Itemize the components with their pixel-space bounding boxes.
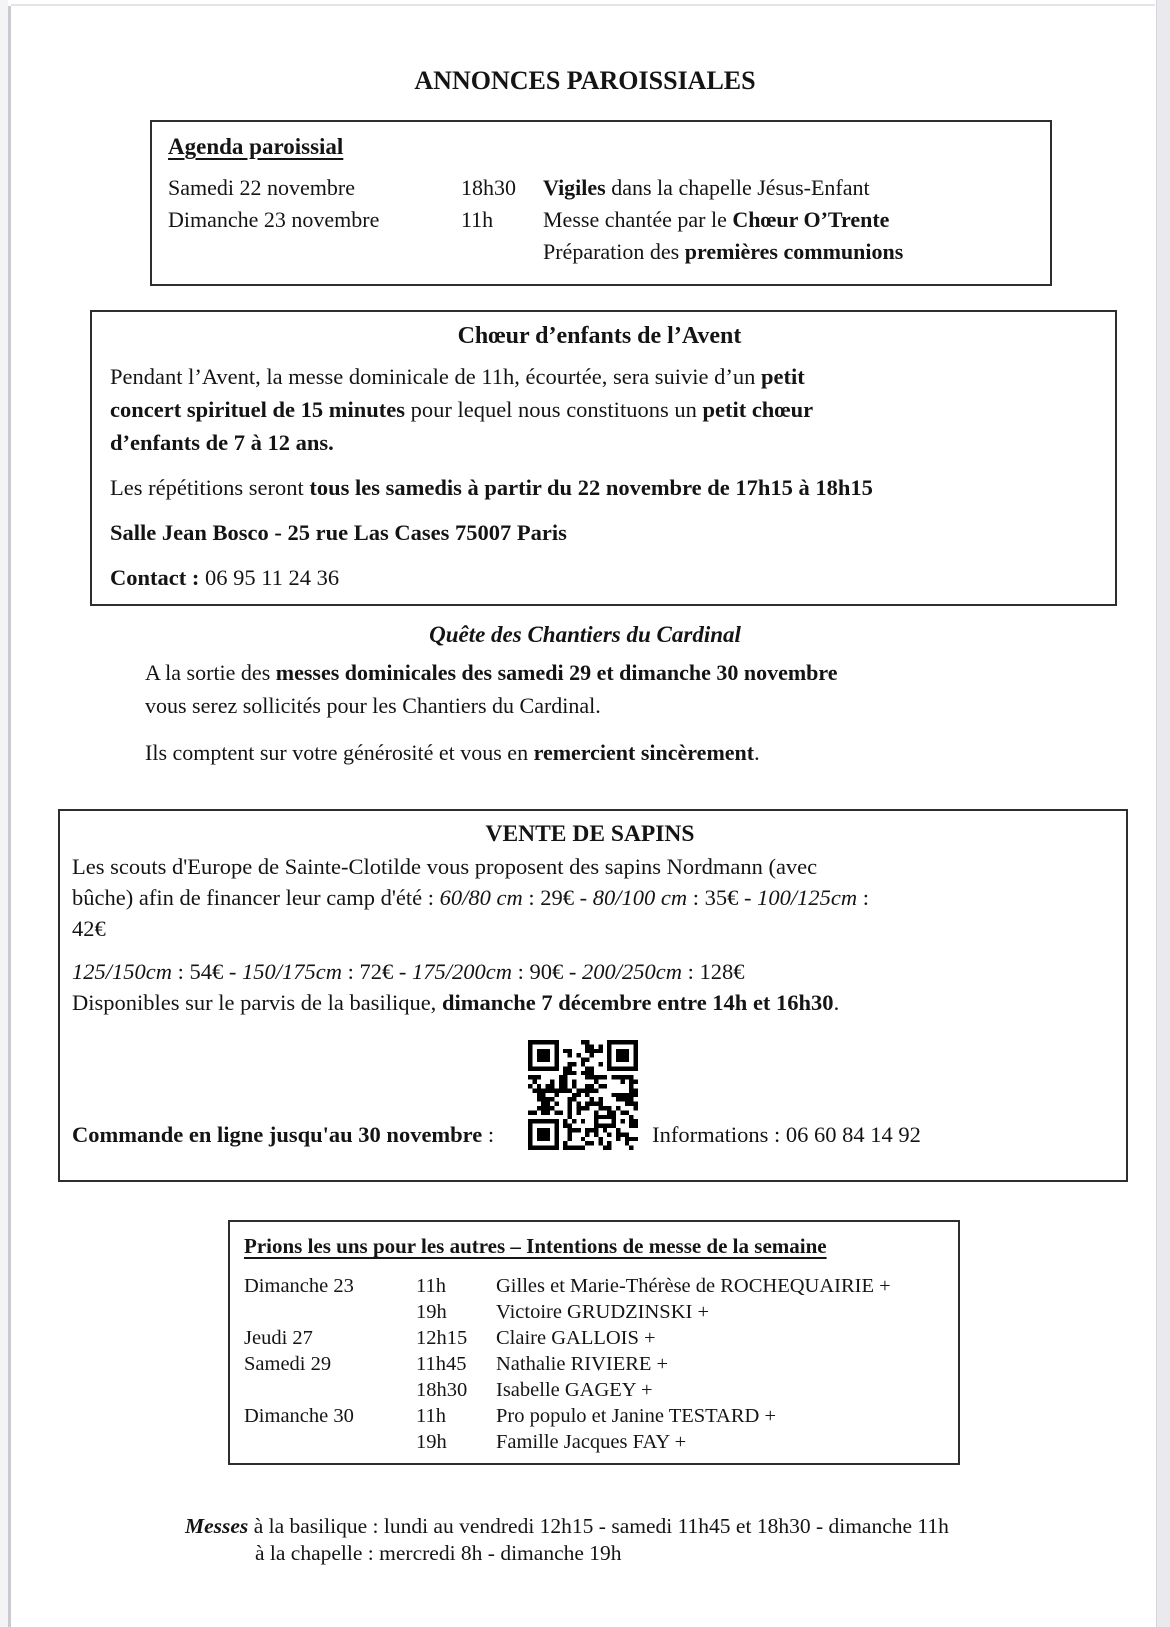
mass-intentions-table [244, 1273, 944, 1455]
agenda-desc-cell: Messe chantée par le Chœur O’Trente [543, 207, 890, 232]
intention-day-cell: Samedi 29 [244, 1353, 332, 1375]
agenda-time-cell [461, 236, 543, 268]
intention-day-cell: Dimanche 30 [244, 1405, 354, 1427]
tree-sale-paragraph-3: Disponibles sur le parvis de la basilique, dimanche 7 décembre entre 14h et 16h30. [72, 990, 840, 1015]
order-row [72, 1040, 1108, 1150]
agenda-date-cell: Dimanche 23 novembre [168, 207, 380, 232]
quete-paragraph-2: Ils comptent sur votre générosité et vous en remercient sincèrement. [145, 740, 760, 765]
page-edge-left-line [8, 6, 11, 1627]
tree-sale-paragraph-2: 125/150cm : 54€ - 150/175cm : 72€ - 175/200cm : 90€ - 200/250cm : 128€ [72, 959, 745, 984]
quete-section [0, 620, 1170, 769]
agenda-table [168, 172, 1034, 268]
agenda-desc-cell: Vigiles dans la chapelle Jésus-Enfant [543, 175, 870, 200]
agenda-heading: Agenda paroissial [168, 134, 344, 159]
intention-time-cell: 19h [416, 1301, 447, 1323]
intention-name-cell: Isabelle GAGEY + [496, 1379, 653, 1401]
tree-sale-title: VENTE DE SAPINS [485, 821, 695, 847]
page-title: ANNONCES PAROISSIALES [414, 66, 756, 95]
intention-time-cell: 18h30 [416, 1379, 468, 1401]
intention-name-cell: Pro populo et Janine TESTARD + [496, 1405, 777, 1427]
intention-day-cell [244, 1377, 416, 1403]
quete-paragraph-1: A la sortie des messes dominicales des samedi 29 et dimanche 30 novembre vous serez sollicités pour les Chantiers du Cardinal. [145, 660, 838, 718]
agenda-box [150, 120, 1052, 286]
intention-name-cell: Claire GALLOIS + [496, 1327, 656, 1349]
page-edge-top [11, 4, 1155, 6]
intention-time-cell: 12h15 [416, 1327, 468, 1349]
choir-title: Chœur d’enfants de l’Avent [457, 323, 742, 349]
intention-name-cell: Famille Jacques FAY + [496, 1431, 687, 1453]
choir-box [90, 310, 1117, 606]
mass-schedule-chapel: à la chapelle : mercredi 8h - dimanche 19h [255, 1541, 622, 1565]
intention-time-cell: 11h [416, 1405, 446, 1427]
intention-name-cell: Nathalie RIVIERE + [496, 1353, 669, 1375]
order-info-phone: Informations : 06 60 84 14 92 [652, 1122, 921, 1147]
quete-title: Quête des Chantiers du Cardinal [429, 622, 741, 647]
page-edge-left [0, 0, 8, 1627]
intention-time-cell: 19h [416, 1431, 447, 1453]
choir-paragraph-1: Pendant l’Avent, la messe dominicale de 11h, écourtée, sera suivie d’un petit concert spirituel de 15 minutes pour lequel nous constituons un petit chœur d’enfants de 7 à 12 ans. [110, 364, 814, 455]
mass-intentions-box [228, 1220, 960, 1465]
agenda-time-cell: 11h [461, 207, 494, 232]
choir-paragraph-4: Contact : 06 95 11 24 36 [110, 565, 340, 590]
intention-day-cell [244, 1299, 416, 1325]
intention-name-cell: Gilles et Marie-Thérèse de ROCHEQUAIRIE + [496, 1275, 891, 1297]
agenda-time-cell: 18h30 [461, 175, 516, 200]
intention-name-cell: Victoire GRUDZINSKI + [496, 1301, 710, 1323]
choir-paragraph-2: Les répétitions seront tous les samedis à partir du 22 novembre de 17h15 à 18h15 [110, 475, 873, 500]
choir-paragraph-3: Salle Jean Bosco - 25 rue Las Cases 75007 Paris [110, 520, 567, 545]
intention-time-cell: 11h [416, 1275, 446, 1297]
agenda-date-cell: Samedi 22 novembre [168, 175, 355, 200]
intention-time-cell: 11h45 [416, 1353, 467, 1375]
order-deadline-label: Commande en ligne jusqu'au 30 novembre : [72, 1122, 495, 1147]
intention-day-cell [244, 1429, 416, 1455]
mass-intentions-heading: Prions les uns pour les autres – Intentions de messe de la semaine [244, 1234, 827, 1258]
mass-schedule-footer [0, 1513, 1170, 1567]
tree-sale-paragraph-1: Les scouts d'Europe de Sainte-Clotilde vous proposent des sapins Nordmann (avec bûche) afin de financer leur camp d'été : 60/80 cm : 29€ - 80/100 cm : 35€ - 100/125cm : 42€ [72, 854, 870, 941]
intention-day-cell: Dimanche 23 [244, 1275, 354, 1297]
intention-day-cell: Jeudi 27 [244, 1327, 313, 1349]
agenda-desc-cell: Préparation des premières communions [543, 239, 904, 264]
tree-sale-box [58, 809, 1128, 1182]
agenda-date-cell [168, 236, 461, 268]
mass-schedule-basilica: Messes à la basilique : lundi au vendredi 12h15 - samedi 11h45 et 18h30 - dimanche 11h [185, 1514, 949, 1538]
page-edge-right [1156, 0, 1170, 1627]
qr-code-icon [528, 1040, 638, 1150]
